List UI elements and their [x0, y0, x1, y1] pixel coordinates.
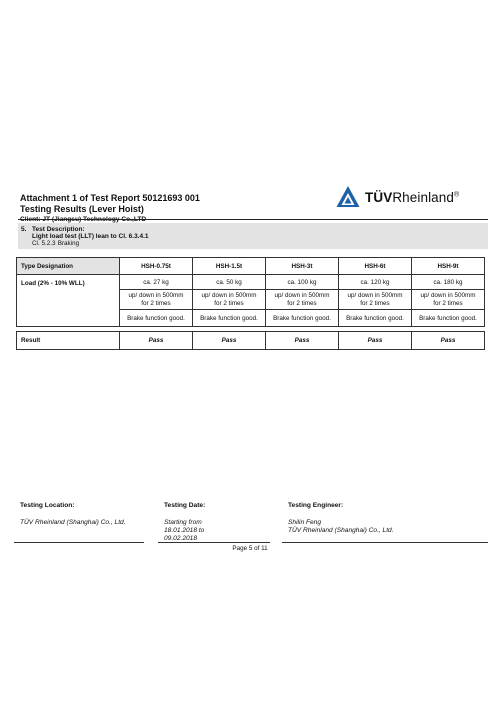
testing-location-label: Testing Location:	[20, 502, 75, 509]
testing-location-block	[20, 502, 148, 527]
motion-cell: up/ down in 500mm for 2 times	[412, 290, 485, 310]
motion-cell: up/ down in 500mm for 2 times	[339, 290, 412, 310]
testing-date-label: Testing Date:	[164, 502, 206, 509]
load-cell: ca. 100 kg	[266, 275, 339, 290]
load-cell: ca. 50 kg	[193, 275, 266, 290]
result-label: Result	[17, 332, 120, 350]
testing-engineer-value: Shilin Feng TÜV Rheinland (Shanghai) Co., Ltd.	[288, 519, 394, 534]
model-header: HSH-6t	[339, 258, 412, 275]
testing-location-value: TÜV Rheinland (Shanghai) Co., Ltd.	[20, 519, 126, 526]
result-cell: Pass	[266, 332, 339, 350]
clause-line	[32, 240, 79, 247]
test-description-box	[18, 223, 488, 249]
tuv-rheinland-logo	[335, 184, 483, 210]
motion-cell: up/ down in 500mm for 2 times	[266, 290, 339, 310]
page-number: Page 5 of 11	[232, 545, 268, 552]
test-name: Light load test (LLT) lean to Cl. 6.3.4.1	[32, 233, 149, 240]
signature-line	[14, 542, 144, 543]
motion-cell: up/ down in 500mm for 2 times	[120, 290, 193, 310]
testing-engineer-label: Testing Engineer:	[288, 502, 344, 509]
signature-line	[158, 542, 270, 543]
clause-number: Cl. 5.2.3	[32, 240, 56, 247]
table-header-row	[17, 258, 485, 275]
testing-engineer-block	[288, 502, 488, 535]
result-cell: Pass	[120, 332, 193, 350]
function-cell: Brake function good.	[193, 310, 266, 327]
brand-name: TÜVRheinland®	[365, 189, 460, 205]
model-header: HSH-0.75t	[120, 258, 193, 275]
model-header: HSH-1.5t	[193, 258, 266, 275]
testing-date-block	[164, 502, 274, 543]
load-cell: ca. 120 kg	[339, 275, 412, 290]
function-cell: Brake function good.	[412, 310, 485, 327]
result-row	[17, 332, 485, 350]
results-table	[16, 257, 485, 350]
section-title: Test Description:	[32, 226, 85, 233]
table-row	[17, 275, 485, 290]
model-header: HSH-9t	[412, 258, 485, 275]
function-cell: Brake function good.	[266, 310, 339, 327]
triangle-logo-icon	[335, 184, 361, 210]
testing-date-value: Starting from 18.01.2018 to 09.02.2018	[164, 519, 205, 542]
type-designation-header: Type Designation	[17, 258, 120, 275]
motion-cell: up/ down in 500mm for 2 times	[193, 290, 266, 310]
report-title: Attachment 1 of Test Report 50121693 001	[20, 193, 200, 203]
result-cell: Pass	[412, 332, 485, 350]
signature-line	[282, 542, 488, 543]
load-cell: ca. 27 kg	[120, 275, 193, 290]
function-cell: Brake function good.	[339, 310, 412, 327]
result-cell: Pass	[339, 332, 412, 350]
result-cell: Pass	[193, 332, 266, 350]
load-label: Load (2% - 10% WLL)	[17, 275, 120, 327]
model-header: HSH-3t	[266, 258, 339, 275]
function-cell: Brake function good.	[120, 310, 193, 327]
header-divider	[18, 219, 488, 220]
clause-name: Braking	[57, 240, 80, 247]
load-cell: ca. 180 kg	[412, 275, 485, 290]
report-subtitle: Testing Results (Lever Hoist)	[20, 204, 144, 214]
section-number: 5.	[21, 226, 27, 233]
